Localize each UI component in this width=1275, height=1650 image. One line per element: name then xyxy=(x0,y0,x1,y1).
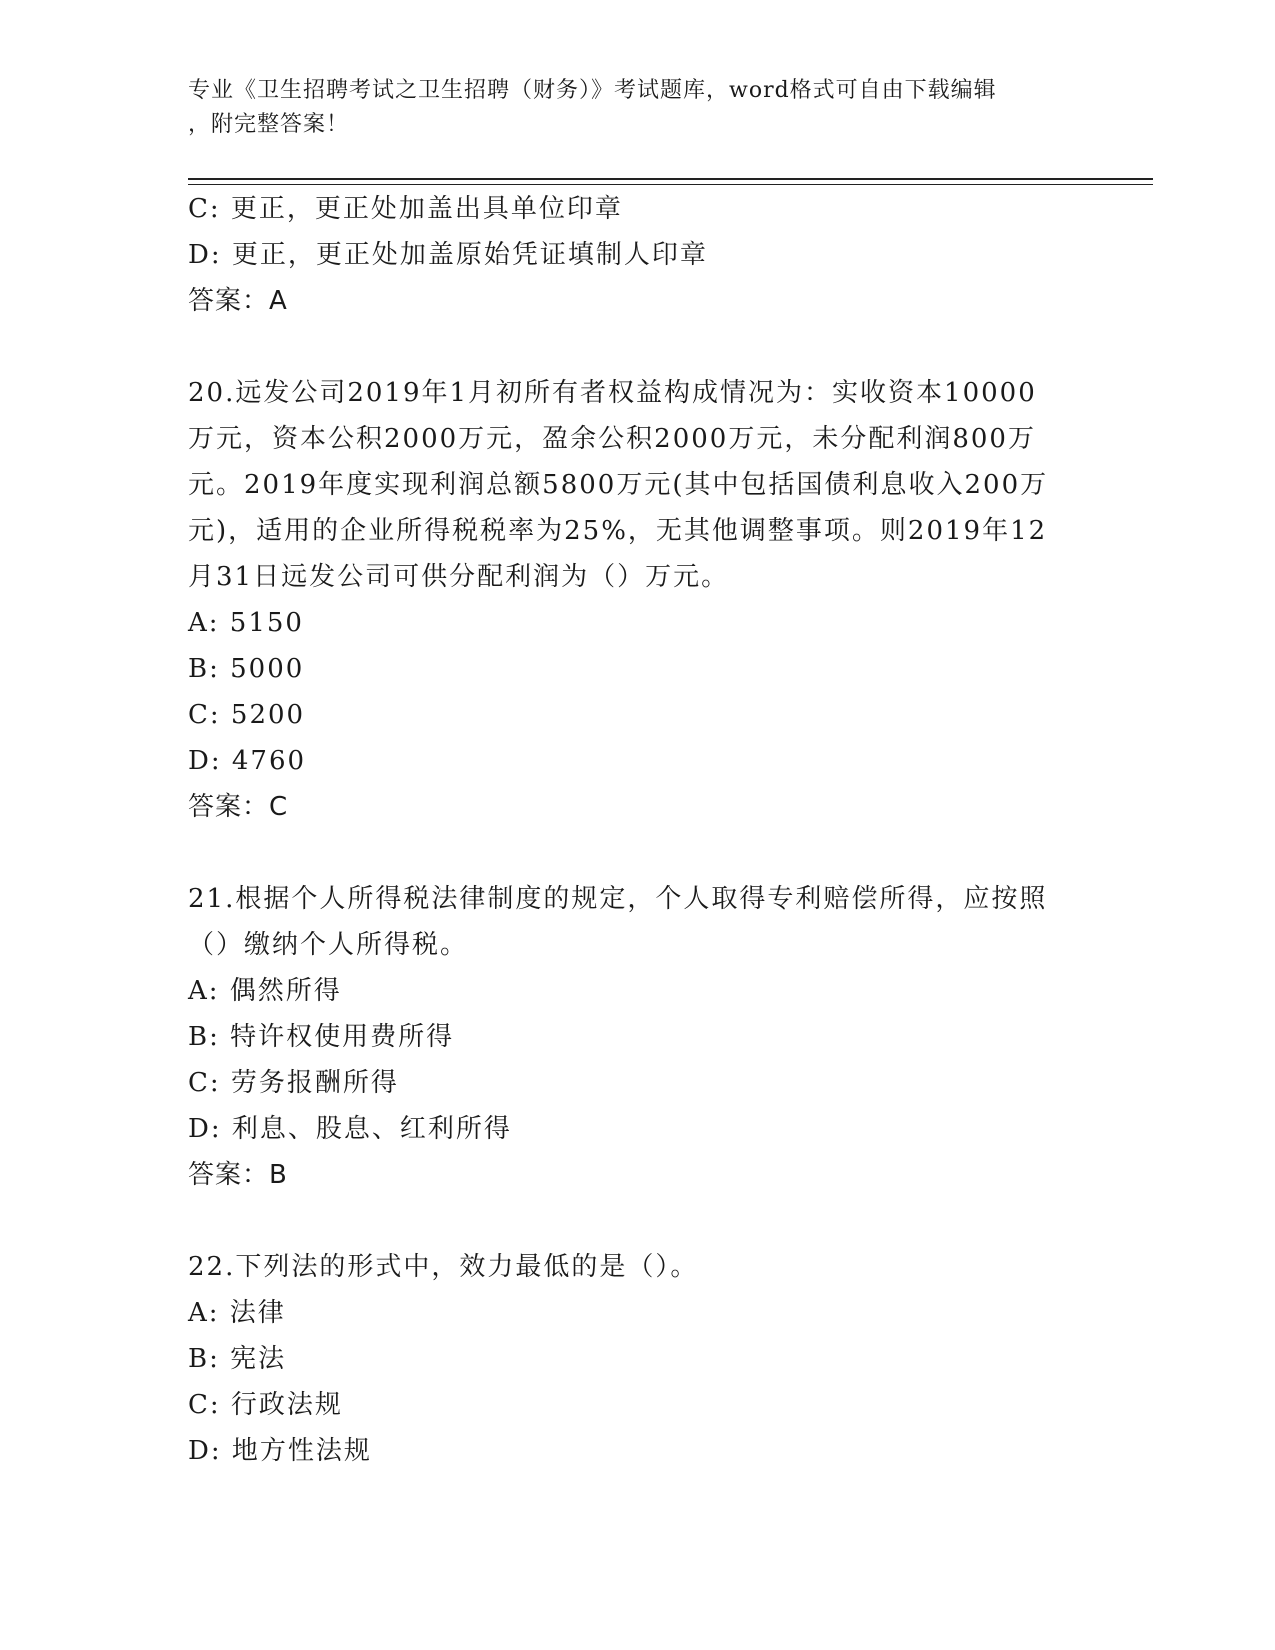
q20-option-a: A: 5150 xyxy=(188,608,304,638)
q21-option-a: A: 偶然所得 xyxy=(188,976,342,1006)
q22-option-b: B: 宪法 xyxy=(188,1344,287,1374)
question-21 xyxy=(188,876,1088,1198)
q21-option-b: B: 特许权使用费所得 xyxy=(188,1022,455,1052)
document-header xyxy=(188,74,1088,142)
q19-option-c: C: 更正，更正处加盖出具单位印章 xyxy=(188,194,623,224)
q20-option-c: C: 5200 xyxy=(188,700,306,730)
q20-stem-line-1: 20.远发公司2019年1月初所有者权益构成情况为：实收资本10000 xyxy=(188,378,1037,408)
question-20 xyxy=(188,370,1088,830)
q20-option-d: D: 4760 xyxy=(188,746,307,776)
header-divider-thin xyxy=(188,184,1153,185)
q19-answer: 答案：A xyxy=(188,286,288,316)
q21-answer: 答案：B xyxy=(188,1160,288,1190)
q20-stem-line-2: 万元，资本公积2000万元，盈余公积2000万元，未分配利润800万 xyxy=(188,424,1036,454)
question-19-tail xyxy=(188,186,1088,324)
spacer xyxy=(188,324,1088,370)
q22-option-d: D: 地方性法规 xyxy=(188,1436,372,1466)
q20-answer: 答案：C xyxy=(188,792,289,822)
spacer xyxy=(188,1198,1088,1244)
q21-stem-line-2: （）缴纳个人所得税。 xyxy=(188,930,469,960)
q22-option-a: A: 法律 xyxy=(188,1298,286,1328)
q20-stem-line-4: 元)，适用的企业所得税税率为25%，无其他调整事项。则2019年12 xyxy=(188,516,1048,546)
header-line-2: ，附完整答案！ xyxy=(188,112,350,137)
q21-option-c: C: 劳务报酬所得 xyxy=(188,1068,399,1098)
q20-stem-line-5: 月31日远发公司可供分配利润为（）万元。 xyxy=(188,562,730,592)
header-line-1: 专业《卫生招聘考试之卫生招聘（财务）》考试题库，word格式可自由下载编辑 xyxy=(188,78,997,103)
question-list xyxy=(188,186,1088,1474)
header-divider-thick xyxy=(188,178,1153,180)
q21-option-d: D: 利息、股息、红利所得 xyxy=(188,1114,512,1144)
q22-stem: 22.下列法的形式中，效力最低的是（）。 xyxy=(188,1252,699,1282)
question-22 xyxy=(188,1244,1088,1474)
spacer xyxy=(188,830,1088,876)
q20-stem-line-3: 元。2019年度实现利润总额5800万元(其中包括国债利息收入200万 xyxy=(188,470,1049,500)
q21-stem-line-1: 21.根据个人所得税法律制度的规定，个人取得专利赔偿所得，应按照 xyxy=(188,884,1048,914)
q22-option-c: C: 行政法规 xyxy=(188,1390,343,1420)
q19-option-d: D: 更正，更正处加盖原始凭证填制人印章 xyxy=(188,240,708,270)
q20-option-b: B: 5000 xyxy=(188,654,305,684)
